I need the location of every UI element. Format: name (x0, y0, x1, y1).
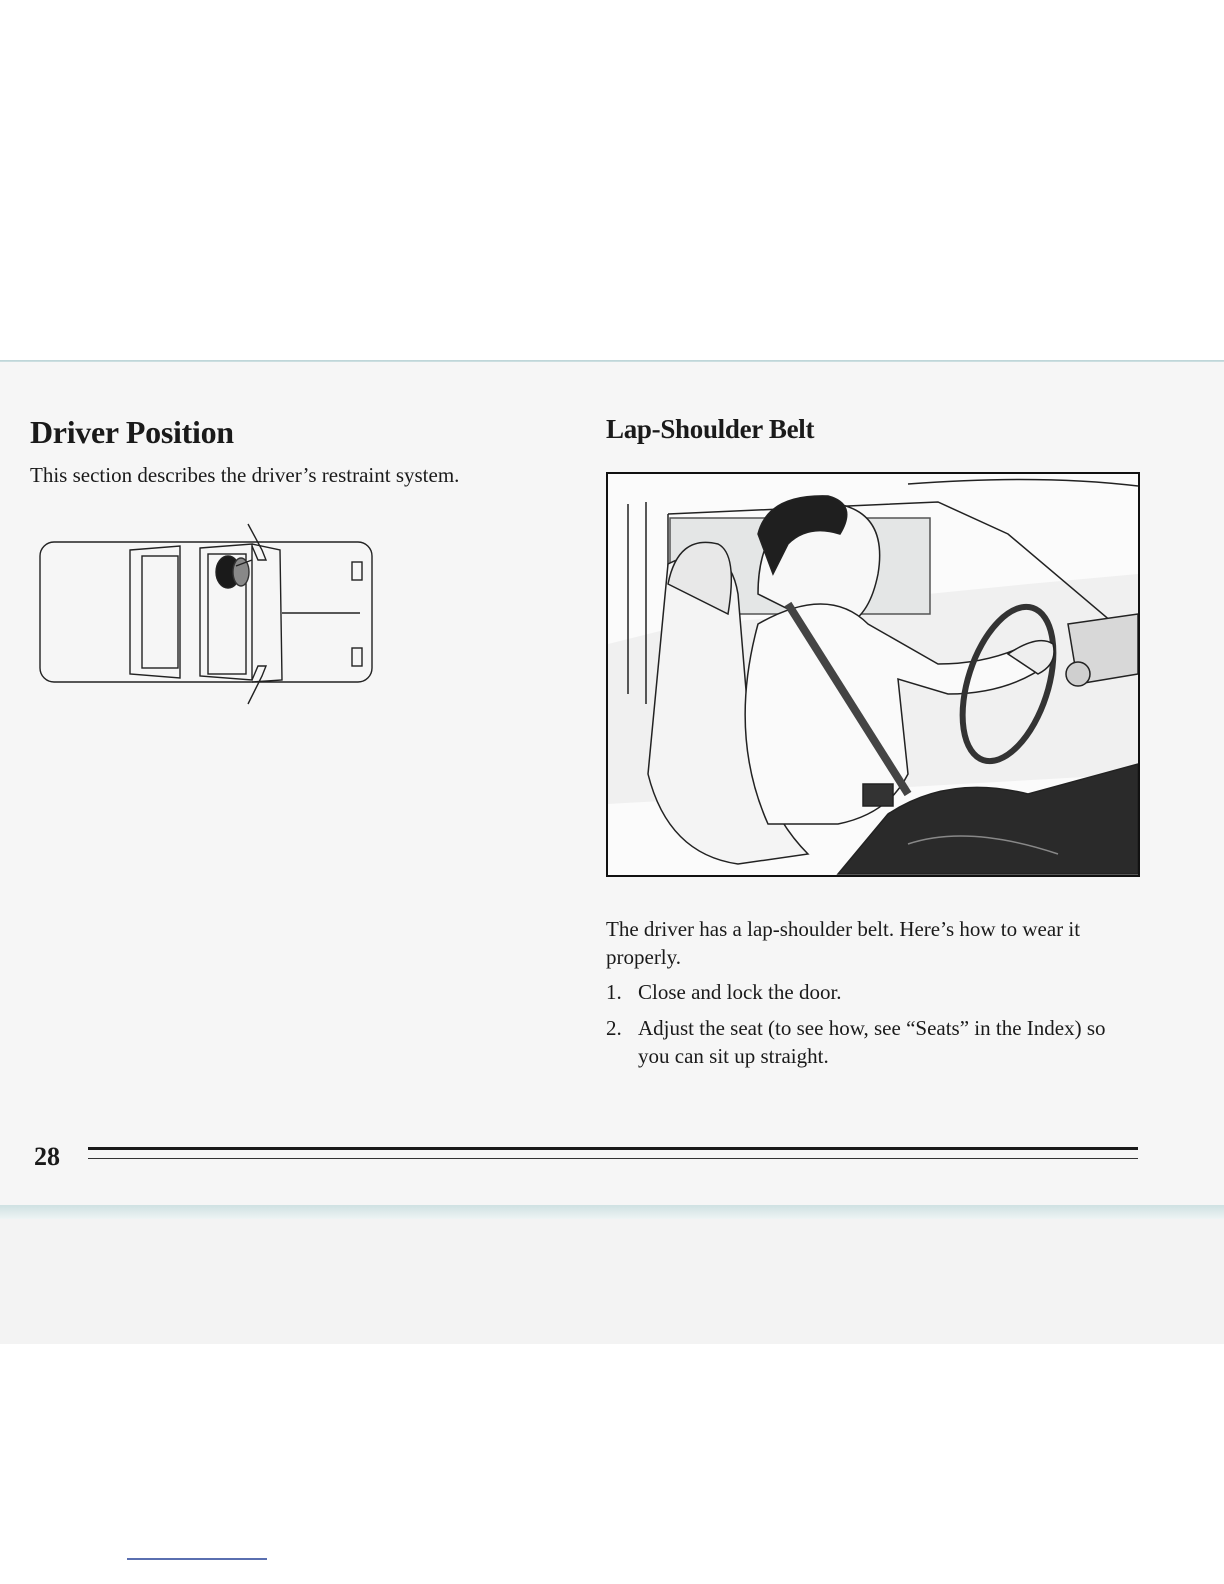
section-intro: This section describes the driver’s restraint system. (30, 463, 460, 487)
step-number: 2. (606, 1016, 622, 1040)
subsection-title: Lap-Shoulder Belt (606, 414, 815, 444)
belt-instructions-intro: The driver has a lap-shoulder belt. Here’s how to wear it properly. (606, 917, 1081, 969)
footer-rule (88, 1147, 1138, 1150)
step-number: 1. (606, 980, 622, 1004)
footer-rule-thin (88, 1158, 1138, 1159)
step-text: Adjust the seat (to see how, see “Seats” in the Index) so you can sit up straight. (638, 1016, 1106, 1068)
page-number: 28 (34, 1142, 60, 1171)
section-title: Driver Position (30, 414, 234, 450)
car-top-view-diagram (30, 520, 380, 710)
page-bottom-edge (0, 1205, 1224, 1219)
step-text: Close and lock the door. (638, 980, 842, 1004)
list-item (606, 1014, 1142, 1070)
belt-steps-list (606, 978, 1142, 1078)
list-item (606, 978, 1142, 1006)
driver-seatbelt-illustration (606, 472, 1140, 877)
page-margin-area (0, 1219, 1224, 1344)
scan-artifact-line (127, 1558, 267, 1560)
